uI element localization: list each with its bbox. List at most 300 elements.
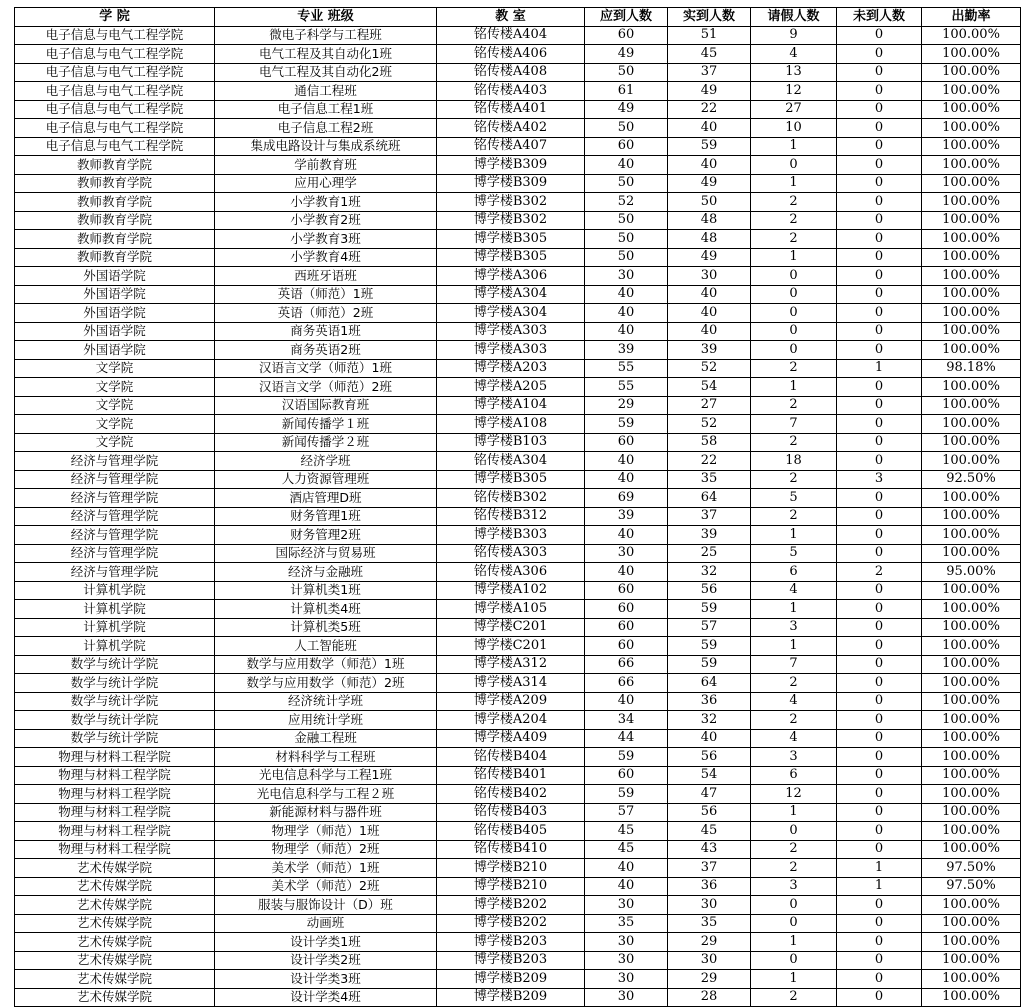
college-cell: 文学院 [15, 378, 215, 397]
attendance-rate-cell: 100.00% [922, 692, 1021, 711]
present-cell: 25 [668, 544, 751, 563]
absent-cell: 0 [837, 248, 922, 267]
expected-cell: 50 [585, 211, 668, 230]
leave-cell: 3 [751, 877, 837, 896]
absent-cell: 0 [837, 729, 922, 748]
expected-cell: 57 [585, 803, 668, 822]
table-row [15, 748, 1021, 767]
present-cell: 35 [668, 470, 751, 489]
classroom-cell: 博学楼A204 [437, 711, 585, 730]
classroom-cell: 博学楼B303 [437, 526, 585, 545]
absent-cell: 0 [837, 452, 922, 471]
present-cell: 59 [668, 637, 751, 656]
attendance-rate-cell: 100.00% [922, 82, 1021, 101]
major-class-cell: 小学教育2班 [215, 211, 437, 230]
major-class-cell: 汉语言文学（师范）2班 [215, 378, 437, 397]
classroom-cell: 博学楼B210 [437, 877, 585, 896]
present-cell: 29 [668, 970, 751, 989]
major-class-cell: 电气工程及其自动化1班 [215, 45, 437, 64]
leave-cell: 2 [751, 396, 837, 415]
attendance-rate-cell: 98.18% [922, 359, 1021, 378]
attendance-rate-cell: 100.00% [922, 341, 1021, 360]
present-cell: 37 [668, 507, 751, 526]
table-row [15, 933, 1021, 952]
college-cell: 外国语学院 [15, 267, 215, 286]
expected-cell: 29 [585, 396, 668, 415]
table-row [15, 674, 1021, 693]
attendance-rate-cell: 100.00% [922, 63, 1021, 82]
college-cell: 文学院 [15, 359, 215, 378]
college-cell: 外国语学院 [15, 304, 215, 323]
leave-cell: 12 [751, 82, 837, 101]
major-class-cell: 英语（师范）1班 [215, 285, 437, 304]
major-class-cell: 经济学班 [215, 452, 437, 471]
attendance-rate-cell: 100.00% [922, 618, 1021, 637]
classroom-cell: 博学楼A312 [437, 655, 585, 674]
leave-cell: 2 [751, 711, 837, 730]
college-cell: 数学与统计学院 [15, 655, 215, 674]
attendance-rate-cell: 100.00% [922, 452, 1021, 471]
table-row [15, 267, 1021, 286]
absent-cell: 0 [837, 692, 922, 711]
table-row [15, 507, 1021, 526]
expected-cell: 61 [585, 82, 668, 101]
expected-cell: 69 [585, 489, 668, 508]
attendance-rate-cell: 100.00% [922, 507, 1021, 526]
present-cell: 45 [668, 822, 751, 841]
major-class-cell: 动画班 [215, 914, 437, 933]
expected-cell: 40 [585, 859, 668, 878]
attendance-rate-cell: 100.00% [922, 137, 1021, 156]
classroom-cell: 博学楼B209 [437, 970, 585, 989]
table-row [15, 119, 1021, 138]
table-row [15, 785, 1021, 804]
leave-cell: 3 [751, 618, 837, 637]
major-class-cell: 金融工程班 [215, 729, 437, 748]
attendance-rate-cell: 100.00% [922, 711, 1021, 730]
classroom-cell: 博学楼A314 [437, 674, 585, 693]
expected-cell: 39 [585, 341, 668, 360]
table-body [15, 26, 1021, 1007]
classroom-cell: 博学楼A108 [437, 415, 585, 434]
classroom-cell: 博学楼B305 [437, 230, 585, 249]
classroom-cell: 铭传楼A401 [437, 100, 585, 119]
absent-cell: 0 [837, 618, 922, 637]
major-class-cell: 国际经济与贸易班 [215, 544, 437, 563]
college-cell: 物理与材料工程学院 [15, 766, 215, 785]
attendance-rate-cell: 100.00% [922, 396, 1021, 415]
expected-cell: 60 [585, 618, 668, 637]
attendance-rate-cell: 100.00% [922, 914, 1021, 933]
attendance-table [14, 7, 1021, 1007]
present-cell: 49 [668, 82, 751, 101]
header-college: 学 院 [15, 8, 215, 27]
major-class-cell: 人工智能班 [215, 637, 437, 656]
major-class-cell: 商务英语1班 [215, 322, 437, 341]
attendance-rate-cell: 100.00% [922, 433, 1021, 452]
classroom-cell: 博学楼A104 [437, 396, 585, 415]
leave-cell: 1 [751, 970, 837, 989]
table-row [15, 822, 1021, 841]
expected-cell: 60 [585, 600, 668, 619]
college-cell: 经济与管理学院 [15, 452, 215, 471]
absent-cell: 0 [837, 766, 922, 785]
classroom-cell: 博学楼B202 [437, 914, 585, 933]
major-class-cell: 商务英语2班 [215, 341, 437, 360]
classroom-cell: 铭传楼A403 [437, 82, 585, 101]
table-row [15, 230, 1021, 249]
absent-cell: 0 [837, 211, 922, 230]
absent-cell: 0 [837, 341, 922, 360]
expected-cell: 35 [585, 914, 668, 933]
attendance-rate-cell: 100.00% [922, 822, 1021, 841]
present-cell: 28 [668, 988, 751, 1007]
attendance-rate-cell: 100.00% [922, 674, 1021, 693]
major-class-cell: 学前教育班 [215, 156, 437, 175]
absent-cell: 0 [837, 174, 922, 193]
table-row [15, 692, 1021, 711]
absent-cell: 1 [837, 877, 922, 896]
expected-cell: 66 [585, 655, 668, 674]
leave-cell: 5 [751, 489, 837, 508]
present-cell: 40 [668, 156, 751, 175]
major-class-cell: 经济与金融班 [215, 563, 437, 582]
absent-cell: 0 [837, 230, 922, 249]
attendance-rate-cell: 100.00% [922, 544, 1021, 563]
major-class-cell: 应用统计学班 [215, 711, 437, 730]
present-cell: 22 [668, 452, 751, 471]
expected-cell: 40 [585, 563, 668, 582]
classroom-cell: 铭传楼A402 [437, 119, 585, 138]
leave-cell: 7 [751, 655, 837, 674]
classroom-cell: 博学楼A205 [437, 378, 585, 397]
college-cell: 文学院 [15, 433, 215, 452]
classroom-cell: 铭传楼B402 [437, 785, 585, 804]
present-cell: 56 [668, 581, 751, 600]
present-cell: 27 [668, 396, 751, 415]
present-cell: 29 [668, 933, 751, 952]
college-cell: 艺术传媒学院 [15, 933, 215, 952]
absent-cell: 0 [837, 26, 922, 45]
leave-cell: 0 [751, 322, 837, 341]
absent-cell: 0 [837, 674, 922, 693]
table-row [15, 304, 1021, 323]
attendance-rate-cell: 100.00% [922, 748, 1021, 767]
college-cell: 电子信息与电气工程学院 [15, 26, 215, 45]
college-cell: 教师教育学院 [15, 156, 215, 175]
table-row [15, 63, 1021, 82]
college-cell: 经济与管理学院 [15, 544, 215, 563]
expected-cell: 50 [585, 230, 668, 249]
college-cell: 教师教育学院 [15, 248, 215, 267]
classroom-cell: 博学楼B209 [437, 988, 585, 1007]
attendance-rate-cell: 100.00% [922, 378, 1021, 397]
classroom-cell: 铭传楼A407 [437, 137, 585, 156]
major-class-cell: 小学教育3班 [215, 230, 437, 249]
college-cell: 计算机学院 [15, 600, 215, 619]
table-row [15, 600, 1021, 619]
expected-cell: 30 [585, 896, 668, 915]
header-absent: 未到人数 [837, 8, 922, 27]
attendance-rate-cell: 100.00% [922, 489, 1021, 508]
leave-cell: 0 [751, 822, 837, 841]
header-present: 实到人数 [668, 8, 751, 27]
present-cell: 30 [668, 267, 751, 286]
major-class-cell: 设计学类2班 [215, 951, 437, 970]
leave-cell: 1 [751, 174, 837, 193]
attendance-rate-cell: 100.00% [922, 304, 1021, 323]
college-cell: 数学与统计学院 [15, 692, 215, 711]
major-class-cell: 应用心理学 [215, 174, 437, 193]
leave-cell: 0 [751, 304, 837, 323]
table-row [15, 914, 1021, 933]
classroom-cell: 博学楼B302 [437, 211, 585, 230]
present-cell: 59 [668, 137, 751, 156]
classroom-cell: 博学楼A409 [437, 729, 585, 748]
present-cell: 45 [668, 45, 751, 64]
present-cell: 40 [668, 285, 751, 304]
classroom-cell: 博学楼B103 [437, 433, 585, 452]
attendance-rate-cell: 100.00% [922, 785, 1021, 804]
present-cell: 30 [668, 896, 751, 915]
college-cell: 电子信息与电气工程学院 [15, 119, 215, 138]
expected-cell: 40 [585, 470, 668, 489]
classroom-cell: 博学楼B210 [437, 859, 585, 878]
expected-cell: 55 [585, 378, 668, 397]
absent-cell: 0 [837, 803, 922, 822]
present-cell: 40 [668, 322, 751, 341]
present-cell: 52 [668, 415, 751, 434]
leave-cell: 3 [751, 748, 837, 767]
table-row [15, 766, 1021, 785]
expected-cell: 55 [585, 359, 668, 378]
expected-cell: 40 [585, 526, 668, 545]
present-cell: 35 [668, 914, 751, 933]
attendance-rate-cell: 100.00% [922, 45, 1021, 64]
table-row [15, 100, 1021, 119]
classroom-cell: 铭传楼B404 [437, 748, 585, 767]
attendance-rate-cell: 100.00% [922, 156, 1021, 175]
classroom-cell: 铭传楼B401 [437, 766, 585, 785]
expected-cell: 40 [585, 322, 668, 341]
major-class-cell: 电气工程及其自动化2班 [215, 63, 437, 82]
absent-cell: 0 [837, 100, 922, 119]
leave-cell: 1 [751, 637, 837, 656]
expected-cell: 40 [585, 452, 668, 471]
absent-cell: 0 [837, 322, 922, 341]
leave-cell: 4 [751, 692, 837, 711]
attendance-rate-cell: 92.50% [922, 470, 1021, 489]
leave-cell: 1 [751, 378, 837, 397]
attendance-rate-cell: 100.00% [922, 951, 1021, 970]
absent-cell: 0 [837, 45, 922, 64]
classroom-cell: 铭传楼B312 [437, 507, 585, 526]
college-cell: 经济与管理学院 [15, 563, 215, 582]
classroom-cell: 铭传楼B302 [437, 489, 585, 508]
table-row [15, 285, 1021, 304]
leave-cell: 4 [751, 581, 837, 600]
table-row [15, 896, 1021, 915]
leave-cell: 1 [751, 526, 837, 545]
expected-cell: 60 [585, 766, 668, 785]
expected-cell: 40 [585, 156, 668, 175]
college-cell: 电子信息与电气工程学院 [15, 82, 215, 101]
table-row [15, 82, 1021, 101]
table-row [15, 970, 1021, 989]
present-cell: 49 [668, 174, 751, 193]
college-cell: 计算机学院 [15, 618, 215, 637]
attendance-rate-cell: 100.00% [922, 26, 1021, 45]
college-cell: 计算机学院 [15, 581, 215, 600]
leave-cell: 2 [751, 230, 837, 249]
leave-cell: 0 [751, 267, 837, 286]
table-row [15, 378, 1021, 397]
table-row [15, 452, 1021, 471]
classroom-cell: 铭传楼A404 [437, 26, 585, 45]
attendance-rate-cell: 100.00% [922, 119, 1021, 138]
major-class-cell: 数学与应用数学（师范）1班 [215, 655, 437, 674]
absent-cell: 3 [837, 470, 922, 489]
expected-cell: 60 [585, 137, 668, 156]
major-class-cell: 微电子科学与工程班 [215, 26, 437, 45]
present-cell: 39 [668, 526, 751, 545]
major-class-cell: 小学教育4班 [215, 248, 437, 267]
college-cell: 物理与材料工程学院 [15, 803, 215, 822]
leave-cell: 1 [751, 803, 837, 822]
table-row [15, 470, 1021, 489]
present-cell: 36 [668, 877, 751, 896]
major-class-cell: 集成电路设计与集成系统班 [215, 137, 437, 156]
absent-cell: 0 [837, 914, 922, 933]
expected-cell: 60 [585, 433, 668, 452]
attendance-rate-cell: 97.50% [922, 859, 1021, 878]
absent-cell: 0 [837, 951, 922, 970]
table-row [15, 581, 1021, 600]
expected-cell: 52 [585, 193, 668, 212]
major-class-cell: 新闻传播学２班 [215, 433, 437, 452]
expected-cell: 30 [585, 267, 668, 286]
present-cell: 48 [668, 230, 751, 249]
attendance-rate-cell: 100.00% [922, 174, 1021, 193]
classroom-cell: 博学楼A306 [437, 267, 585, 286]
table-row [15, 211, 1021, 230]
college-cell: 数学与统计学院 [15, 729, 215, 748]
college-cell: 计算机学院 [15, 637, 215, 656]
table-row [15, 248, 1021, 267]
attendance-rate-cell: 100.00% [922, 803, 1021, 822]
leave-cell: 4 [751, 729, 837, 748]
table-row [15, 341, 1021, 360]
absent-cell: 0 [837, 526, 922, 545]
leave-cell: 10 [751, 119, 837, 138]
classroom-cell: 博学楼A304 [437, 285, 585, 304]
college-cell: 物理与材料工程学院 [15, 840, 215, 859]
college-cell: 教师教育学院 [15, 230, 215, 249]
major-class-cell: 西班牙语班 [215, 267, 437, 286]
attendance-rate-cell: 100.00% [922, 230, 1021, 249]
major-class-cell: 光电信息科学与工程1班 [215, 766, 437, 785]
classroom-cell: 铭传楼A303 [437, 544, 585, 563]
expected-cell: 49 [585, 45, 668, 64]
present-cell: 49 [668, 248, 751, 267]
absent-cell: 1 [837, 859, 922, 878]
present-cell: 40 [668, 729, 751, 748]
classroom-cell: 博学楼B203 [437, 933, 585, 952]
college-cell: 数学与统计学院 [15, 674, 215, 693]
major-class-cell: 经济统计学班 [215, 692, 437, 711]
college-cell: 电子信息与电气工程学院 [15, 63, 215, 82]
expected-cell: 30 [585, 988, 668, 1007]
college-cell: 物理与材料工程学院 [15, 748, 215, 767]
present-cell: 58 [668, 433, 751, 452]
college-cell: 物理与材料工程学院 [15, 822, 215, 841]
college-cell: 教师教育学院 [15, 174, 215, 193]
attendance-rate-cell: 100.00% [922, 193, 1021, 212]
attendance-rate-cell: 100.00% [922, 526, 1021, 545]
leave-cell: 1 [751, 248, 837, 267]
college-cell: 电子信息与电气工程学院 [15, 137, 215, 156]
college-cell: 文学院 [15, 396, 215, 415]
expected-cell: 66 [585, 674, 668, 693]
attendance-rate-cell: 100.00% [922, 840, 1021, 859]
absent-cell: 0 [837, 137, 922, 156]
header-major-class: 专业 班级 [215, 8, 437, 27]
attendance-rate-cell: 100.00% [922, 267, 1021, 286]
absent-cell: 0 [837, 267, 922, 286]
table-row [15, 489, 1021, 508]
attendance-rate-cell: 100.00% [922, 285, 1021, 304]
absent-cell: 0 [837, 933, 922, 952]
leave-cell: 6 [751, 563, 837, 582]
attendance-rate-cell: 100.00% [922, 988, 1021, 1007]
college-cell: 艺术传媒学院 [15, 951, 215, 970]
attendance-rate-cell: 100.00% [922, 637, 1021, 656]
absent-cell: 0 [837, 637, 922, 656]
classroom-cell: 博学楼B305 [437, 470, 585, 489]
absent-cell: 0 [837, 896, 922, 915]
major-class-cell: 物理学（师范）2班 [215, 840, 437, 859]
major-class-cell: 电子信息工程1班 [215, 100, 437, 119]
expected-cell: 50 [585, 63, 668, 82]
table-row [15, 729, 1021, 748]
leave-cell: 2 [751, 470, 837, 489]
table-row [15, 137, 1021, 156]
attendance-rate-cell: 100.00% [922, 322, 1021, 341]
major-class-cell: 财务管理1班 [215, 507, 437, 526]
classroom-cell: 博学楼A303 [437, 341, 585, 360]
table-row [15, 618, 1021, 637]
expected-cell: 49 [585, 100, 668, 119]
header-expected: 应到人数 [585, 8, 668, 27]
major-class-cell: 服装与服饰设计（D）班 [215, 896, 437, 915]
major-class-cell: 美术学（师范）1班 [215, 859, 437, 878]
major-class-cell: 通信工程班 [215, 82, 437, 101]
attendance-rate-cell: 100.00% [922, 766, 1021, 785]
major-class-cell: 光电信息科学与工程２班 [215, 785, 437, 804]
absent-cell: 0 [837, 988, 922, 1007]
classroom-cell: 铭传楼B403 [437, 803, 585, 822]
table-row [15, 803, 1021, 822]
leave-cell: 0 [751, 914, 837, 933]
present-cell: 64 [668, 489, 751, 508]
header-attendance-rate: 出勤率 [922, 8, 1021, 27]
expected-cell: 59 [585, 415, 668, 434]
expected-cell: 50 [585, 119, 668, 138]
table-row [15, 840, 1021, 859]
expected-cell: 59 [585, 785, 668, 804]
college-cell: 经济与管理学院 [15, 489, 215, 508]
table-row [15, 988, 1021, 1007]
